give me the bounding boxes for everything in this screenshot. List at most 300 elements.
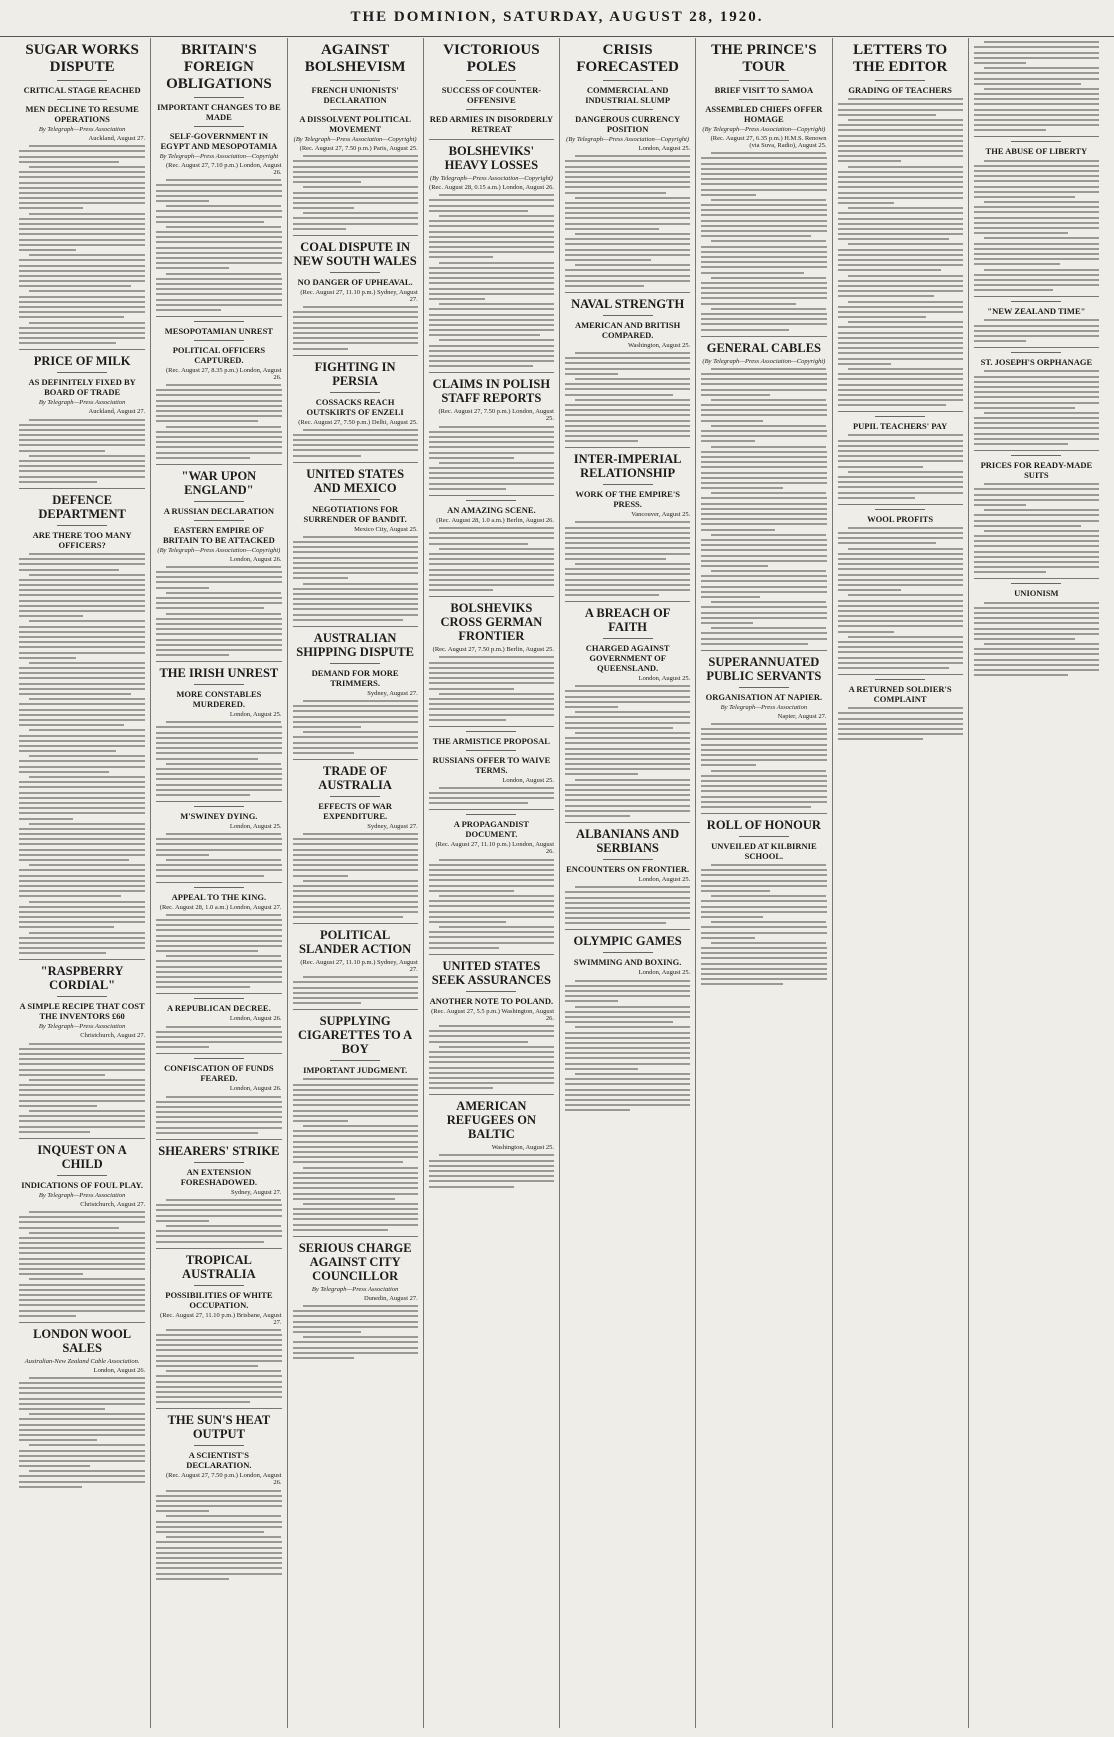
column-1 xyxy=(14,38,150,1728)
article xyxy=(293,626,418,754)
headline: SUPPLYING CIGARETTES TO A BOY xyxy=(298,1014,413,1057)
subheadline: EFFECTS OF WAR EXPENDITURE. xyxy=(318,800,392,821)
body-paragraph xyxy=(156,273,281,311)
rule xyxy=(603,109,653,110)
article-separator xyxy=(293,626,418,627)
subheadline: ST. JOSEPH'S ORPHANAGE xyxy=(980,357,1093,368)
dateline: Sydney, August 27. xyxy=(367,822,418,830)
rule xyxy=(57,80,108,81)
body-paragraph xyxy=(974,160,1099,198)
body-paragraph xyxy=(701,240,826,273)
byline: (By Telegraph—Press Association—Copyright) xyxy=(702,126,826,133)
subheadline: SUCCESS OF COUNTER-OFFENSIVE xyxy=(441,85,542,105)
body-paragraph xyxy=(838,434,963,467)
article xyxy=(19,349,145,482)
subheadline: SWIMMING AND BOXING. xyxy=(573,957,682,968)
article xyxy=(974,347,1099,445)
article xyxy=(429,954,554,1089)
body-paragraph xyxy=(19,932,145,955)
article xyxy=(838,674,963,740)
rule xyxy=(1011,141,1061,142)
subheadline: POLITICAL OFFICERS CAPTURED. xyxy=(172,344,266,365)
body-paragraph xyxy=(293,976,418,1004)
rule xyxy=(194,97,244,98)
byline: (By Telegraph—Press Association—Copyright) xyxy=(702,357,826,365)
body-paragraph xyxy=(293,1336,418,1359)
article xyxy=(565,42,690,287)
dateline: Dunedin, August 27. xyxy=(363,1294,418,1302)
rule xyxy=(330,1060,380,1061)
body-paragraph xyxy=(701,446,826,490)
article-separator xyxy=(19,959,145,960)
masthead: THE DOMINION, SATURDAY, AUGUST 28, 1920. xyxy=(0,0,1114,37)
article-separator xyxy=(429,495,554,496)
article xyxy=(429,139,554,367)
subheadline: WOOL PROFITS xyxy=(867,513,934,524)
subheadline: A RETURNED SOLDIER'S COMPLAINT xyxy=(848,683,952,704)
body-paragraph xyxy=(293,1078,418,1122)
body-paragraph xyxy=(838,207,963,240)
dateline: Auckland, August 27. xyxy=(88,135,146,142)
article-separator xyxy=(156,464,281,465)
article xyxy=(19,488,145,955)
body-paragraph xyxy=(156,1536,281,1580)
article-separator xyxy=(19,1138,145,1139)
body-paragraph xyxy=(701,492,826,530)
article xyxy=(156,661,281,796)
body-paragraph xyxy=(19,455,145,483)
body-paragraph xyxy=(293,212,418,230)
article xyxy=(156,993,281,1048)
article-separator xyxy=(156,1408,281,1409)
body-paragraph xyxy=(429,194,554,212)
article xyxy=(565,447,690,596)
body-paragraph xyxy=(429,426,554,459)
article xyxy=(293,1236,418,1359)
subheadline: FRENCH UNIONISTS' DECLARATION xyxy=(311,85,399,105)
rule xyxy=(1011,352,1061,353)
body-paragraph xyxy=(19,1110,145,1133)
body-paragraph xyxy=(19,823,145,861)
subheadline: UNVEILED AT KILBIRNIE SCHOOL. xyxy=(711,840,817,861)
subheadline: COMMERCIAL AND INDUSTRIAL SLUMP xyxy=(585,85,671,105)
body-paragraph xyxy=(19,166,145,210)
article-separator xyxy=(429,372,554,373)
rule xyxy=(875,679,925,680)
article-separator xyxy=(429,596,554,597)
subheadline: ARE THERE TOO MANY OFFICERS? xyxy=(32,529,132,550)
article xyxy=(838,42,963,406)
body-paragraph xyxy=(156,1199,281,1222)
body-paragraph xyxy=(974,509,1099,527)
body-paragraph xyxy=(565,399,690,443)
rule xyxy=(194,1285,244,1286)
body-paragraph xyxy=(293,1167,418,1200)
dateline: Christchurch, August 27. xyxy=(80,1200,146,1208)
headline: PRICE OF MILK xyxy=(33,354,131,369)
article-separator xyxy=(701,336,826,337)
rule xyxy=(57,525,108,526)
column-3 xyxy=(287,38,423,1728)
article xyxy=(565,292,690,442)
body-paragraph xyxy=(838,636,963,669)
headline: VICTORIOUS POLES xyxy=(443,42,540,75)
body-paragraph xyxy=(156,1370,281,1403)
article-separator xyxy=(293,462,418,463)
dateline: Sydney, August 27. xyxy=(231,1188,282,1196)
headline: BOLSHEVIKS' HEAVY LOSSES xyxy=(444,144,539,172)
body-paragraph xyxy=(565,1073,690,1111)
article xyxy=(19,959,145,1132)
subheadline: RUSSIANS OFFER TO WAIVE TERMS. xyxy=(432,754,551,775)
article xyxy=(293,462,418,621)
subheadline: THE ARMISTICE PROPOSAL xyxy=(432,735,550,746)
body-paragraph xyxy=(156,763,281,796)
body-paragraph xyxy=(293,880,418,918)
body-paragraph xyxy=(156,613,281,657)
headline: LETTERS TO THE EDITOR xyxy=(852,42,948,75)
article xyxy=(19,1322,145,1488)
body-paragraph xyxy=(293,833,418,877)
rule xyxy=(739,836,789,837)
subheadline: MESOPOTAMIAN UNREST xyxy=(164,325,273,336)
dateline: Christchurch, August 27. xyxy=(80,1032,146,1040)
subheadline: ENCOUNTERS ON FRONTIER. xyxy=(566,863,690,874)
body-paragraph xyxy=(565,685,690,708)
body-paragraph xyxy=(19,419,145,452)
subheadline: WORK OF THE EMPIRE'S PRESS. xyxy=(575,489,680,510)
subheadline: NEGOTIATIONS FOR SURRENDER OF BANDIT. xyxy=(303,503,407,524)
body-paragraph xyxy=(565,779,690,817)
headline: GENERAL CABLES xyxy=(706,340,822,355)
headline: BOLSHEVIKS CROSS GERMAN FRONTIER xyxy=(440,601,543,644)
body-paragraph xyxy=(19,662,145,695)
subheadline: EASTERN EMPIRE OF BRITAIN TO BE ATTACKED xyxy=(162,524,275,545)
body-paragraph xyxy=(19,1211,145,1229)
article xyxy=(293,1009,418,1231)
article-separator xyxy=(974,347,1099,348)
body-paragraph xyxy=(156,384,281,422)
body-paragraph xyxy=(19,553,145,571)
column-5 xyxy=(559,38,695,1728)
body-paragraph xyxy=(156,859,281,877)
body-paragraph xyxy=(156,914,281,952)
rule xyxy=(466,500,516,501)
headline: A BREACH OF FAITH xyxy=(584,606,671,635)
rule xyxy=(739,687,789,688)
body-paragraph xyxy=(701,399,826,422)
article-separator xyxy=(565,822,690,823)
body-paragraph xyxy=(156,426,281,459)
subheadline: A PROPAGANDIST DOCUMENT. xyxy=(453,819,529,840)
article xyxy=(701,336,826,645)
body-paragraph xyxy=(701,864,826,892)
body-paragraph xyxy=(974,237,1099,265)
dateline: London, August 26. xyxy=(229,1085,282,1093)
body-paragraph xyxy=(19,729,145,752)
body-paragraph xyxy=(429,262,554,300)
article-separator xyxy=(565,292,690,293)
headline: "WAR UPON ENGLAND" xyxy=(181,468,257,497)
body-paragraph xyxy=(701,425,826,443)
article-separator xyxy=(156,882,281,883)
headline: BRITAIN'S FOREIGN OBLIGATIONS xyxy=(166,42,272,92)
article xyxy=(429,596,554,720)
article-separator xyxy=(429,809,554,810)
article-separator xyxy=(19,488,145,489)
article-separator xyxy=(293,355,418,356)
body-paragraph xyxy=(156,1225,281,1243)
dateline: (Rec. August 27, 8.35 p.m.) London, August 26. xyxy=(165,366,282,381)
subheadline: NO DANGER OF UPHEAVAL. xyxy=(297,276,413,287)
body-paragraph xyxy=(293,1305,418,1333)
rule xyxy=(330,796,380,797)
article xyxy=(156,42,281,311)
body-paragraph xyxy=(156,566,281,589)
article xyxy=(156,1248,281,1404)
body-paragraph xyxy=(429,215,554,259)
dateline: Napier, August 27. xyxy=(777,712,827,720)
body-paragraph xyxy=(701,723,826,767)
headline: SERIOUS CHARGE AGAINST CITY COUNCILLOR xyxy=(298,1240,412,1283)
headline: ROLL OF HONOUR xyxy=(706,817,821,832)
article xyxy=(701,42,826,331)
rule xyxy=(194,126,244,127)
body-paragraph xyxy=(19,1470,145,1488)
body-paragraph xyxy=(429,895,554,923)
body-paragraph xyxy=(156,1026,281,1049)
article-separator xyxy=(156,1053,281,1054)
body-paragraph xyxy=(565,711,690,729)
body-paragraph xyxy=(974,67,1099,85)
rule xyxy=(194,1445,244,1446)
rule xyxy=(194,340,244,341)
dateline: (Rec. August 27, 7.50 p.m.) London, August 25. xyxy=(438,408,554,423)
headline: AUSTRALIAN SHIPPING DISPUTE xyxy=(296,630,414,659)
rule xyxy=(603,484,653,485)
rule xyxy=(603,952,653,953)
body-paragraph xyxy=(429,548,554,592)
body-paragraph xyxy=(974,643,1099,676)
subheadline: COSSACKS REACH OUTSKIRTS OF ENZELI xyxy=(306,396,404,417)
subheadline: A SIMPLE RECIPE THAT COST THE INVENTORS £60 xyxy=(19,1001,145,1022)
article xyxy=(429,372,554,489)
article-separator xyxy=(293,759,418,760)
body-paragraph xyxy=(19,698,145,726)
subheadline: MORE CONSTABLES MURDERED. xyxy=(176,689,262,710)
dateline: (Rec. August 28, 0.15 a.m.) London, August 26. xyxy=(429,184,554,191)
rule xyxy=(194,501,244,502)
subheadline: INDICATIONS OF FOUL PLAY. xyxy=(21,1179,143,1190)
article-separator xyxy=(156,316,281,317)
subheadline: A SCIENTIST'S DECLARATION. xyxy=(186,1450,252,1471)
body-paragraph xyxy=(565,197,690,230)
article-separator xyxy=(838,504,963,505)
body-paragraph xyxy=(429,1025,554,1043)
headline: TROPICAL AUSTRALIA xyxy=(182,1252,256,1281)
article-separator xyxy=(19,1322,145,1323)
byline: (By Telegraph—Press Association—Copyright) xyxy=(566,136,690,143)
subheadline: MEN DECLINE TO RESUME OPERATIONS xyxy=(25,104,139,124)
article xyxy=(156,882,281,989)
article xyxy=(565,601,690,817)
subheadline: CONFISCATION OF FUNDS FEARED. xyxy=(164,1063,274,1084)
body-paragraph xyxy=(974,319,1099,342)
article xyxy=(838,504,963,669)
article-separator xyxy=(429,1094,554,1095)
body-paragraph xyxy=(19,1377,145,1410)
dateline: (Rec. August 27, 11.10 p.m.) London, August 26. xyxy=(435,841,554,856)
body-paragraph xyxy=(565,980,690,1003)
subheadline: PRICES FOR READY-MADE SUITS xyxy=(980,460,1093,480)
byline: (By Telegraph—Press Association—Copyright) xyxy=(293,136,417,143)
article xyxy=(429,1094,554,1187)
body-paragraph xyxy=(19,864,145,897)
dateline: London, August 26. xyxy=(229,555,282,563)
dateline: London, August 25. xyxy=(638,145,691,152)
article xyxy=(974,450,1099,573)
article-separator xyxy=(429,726,554,727)
rule xyxy=(194,520,244,521)
article xyxy=(156,464,281,656)
body-paragraph xyxy=(19,322,145,345)
subheadline: THE ABUSE OF LIBERTY xyxy=(985,146,1088,157)
body-paragraph xyxy=(838,98,963,116)
body-paragraph xyxy=(565,378,690,396)
body-paragraph xyxy=(429,339,554,367)
subheadline: CRITICAL STAGE REACHED xyxy=(23,85,141,95)
rule xyxy=(194,887,244,888)
article xyxy=(293,355,418,457)
body-paragraph xyxy=(19,620,145,658)
article-separator xyxy=(565,447,690,448)
article-separator xyxy=(19,349,145,350)
headline: INTER-IMPERIAL RELATIONSHIP xyxy=(573,452,682,481)
byline: By Telegraph—Press Association xyxy=(311,1285,399,1293)
article-separator xyxy=(838,674,963,675)
subheadline: IMPORTANT CHANGES TO BE MADE xyxy=(157,102,281,122)
article xyxy=(974,41,1099,131)
subheadline: SELF-GOVERNMENT IN EGYPT AND MESOPOTAMIA xyxy=(160,131,278,151)
article xyxy=(19,42,145,344)
subheadline: AS DEFINITELY FIXED BY BOARD OF TRADE xyxy=(28,377,136,398)
dateline: (Rec. August 27, 6.35 p.m.) H.M.S. Renown (via Suva, Radio), August 25. xyxy=(710,135,827,149)
body-paragraph xyxy=(565,233,690,261)
article-separator xyxy=(974,450,1099,451)
body-paragraph xyxy=(565,1006,690,1024)
column-6 xyxy=(695,38,831,1728)
body-paragraph xyxy=(19,145,145,163)
body-paragraph xyxy=(19,1043,145,1076)
dateline: London, August 25. xyxy=(502,776,554,784)
body-paragraph xyxy=(293,700,418,728)
body-paragraph xyxy=(974,370,1099,408)
headline: THE IRISH UNREST xyxy=(159,666,279,681)
subheadline: DEMAND FOR MORE TRIMMERS. xyxy=(311,667,399,688)
column-2 xyxy=(150,38,286,1728)
body-paragraph xyxy=(293,429,418,457)
body-paragraph xyxy=(701,627,826,645)
article-separator xyxy=(974,136,1099,137)
article-separator xyxy=(293,923,418,924)
article xyxy=(974,136,1099,291)
subheadline: A DISSOLVENT POLITICAL MOVEMENT xyxy=(299,114,411,134)
body-paragraph xyxy=(429,859,554,892)
article-separator xyxy=(156,1139,281,1140)
dateline: Vancouver, August 25. xyxy=(631,511,691,519)
dateline: (Rec. August 28, 1.0 a.m.) Berlin, August 26. xyxy=(436,516,554,524)
body-paragraph xyxy=(19,901,145,929)
rule xyxy=(194,321,244,322)
body-paragraph xyxy=(974,41,1099,64)
article-separator xyxy=(156,801,281,802)
body-paragraph xyxy=(293,731,418,754)
subheadline: RED ARMIES IN DISORDERLY RETREAT xyxy=(429,114,553,134)
headline: CLAIMS IN POLISH STAFF REPORTS xyxy=(432,377,551,406)
article xyxy=(565,929,690,1111)
rule xyxy=(57,1175,108,1176)
byline: By Telegraph—Press Association xyxy=(38,1023,126,1031)
body-paragraph xyxy=(19,1232,145,1276)
body-paragraph xyxy=(974,201,1099,234)
headline: THE SUN'S HEAT OUTPUT xyxy=(167,1413,271,1442)
headline: INQUEST ON A CHILD xyxy=(37,1142,127,1171)
rule xyxy=(330,109,380,110)
body-paragraph xyxy=(701,277,826,305)
dateline: London, August 25. xyxy=(638,969,691,977)
rule xyxy=(603,859,653,860)
dateline: (Rec. August 27, 7.50 p.m.) Delhi, August 25. xyxy=(298,418,418,426)
rule xyxy=(57,99,108,100)
article xyxy=(156,801,281,877)
headline: THE PRINCE'S TOUR xyxy=(711,42,817,75)
subheadline: APPEAL TO THE KING. xyxy=(171,891,267,902)
body-paragraph xyxy=(838,301,963,319)
article xyxy=(429,809,554,948)
body-paragraph xyxy=(293,583,418,621)
dateline: (Rec. August 27, 11.10 p.m.) Sydney, August 27. xyxy=(300,959,418,974)
rule xyxy=(194,998,244,999)
headline: COAL DISPUTE IN NEW SOUTH WALES xyxy=(293,239,417,268)
body-paragraph xyxy=(429,787,554,805)
body-paragraph xyxy=(429,303,554,336)
dateline: (Rec. August 27, 7.50 p.m.) Paris, August 25. xyxy=(299,145,418,152)
rule xyxy=(739,99,789,100)
body-paragraph xyxy=(565,155,690,193)
body-paragraph xyxy=(701,921,826,939)
body-paragraph xyxy=(156,205,281,223)
headline: DEFENCE DEPARTMENT xyxy=(38,492,126,521)
body-paragraph xyxy=(565,352,690,375)
headline: AMERICAN REFUGEES ON BALTIC xyxy=(446,1099,536,1142)
body-paragraph xyxy=(156,833,281,856)
body-paragraph xyxy=(838,321,963,365)
body-paragraph xyxy=(19,290,145,318)
subheadline: ANOTHER NOTE TO POLAND. xyxy=(429,995,554,1006)
article xyxy=(293,235,418,350)
headline: LONDON WOOL SALES xyxy=(33,1326,132,1355)
article xyxy=(429,726,554,805)
body-paragraph xyxy=(701,534,826,567)
body-paragraph xyxy=(974,530,1099,574)
body-paragraph xyxy=(293,1203,418,1231)
dateline: (Rec. August 28, 1.0 a.m.) London, August 27. xyxy=(159,903,282,911)
body-paragraph xyxy=(156,1515,281,1533)
article-separator xyxy=(429,954,554,955)
body-paragraph xyxy=(156,721,281,759)
article-separator xyxy=(293,1236,418,1237)
subheadline: POSSIBILITIES OF WHITE OCCUPATION. xyxy=(165,1289,273,1310)
